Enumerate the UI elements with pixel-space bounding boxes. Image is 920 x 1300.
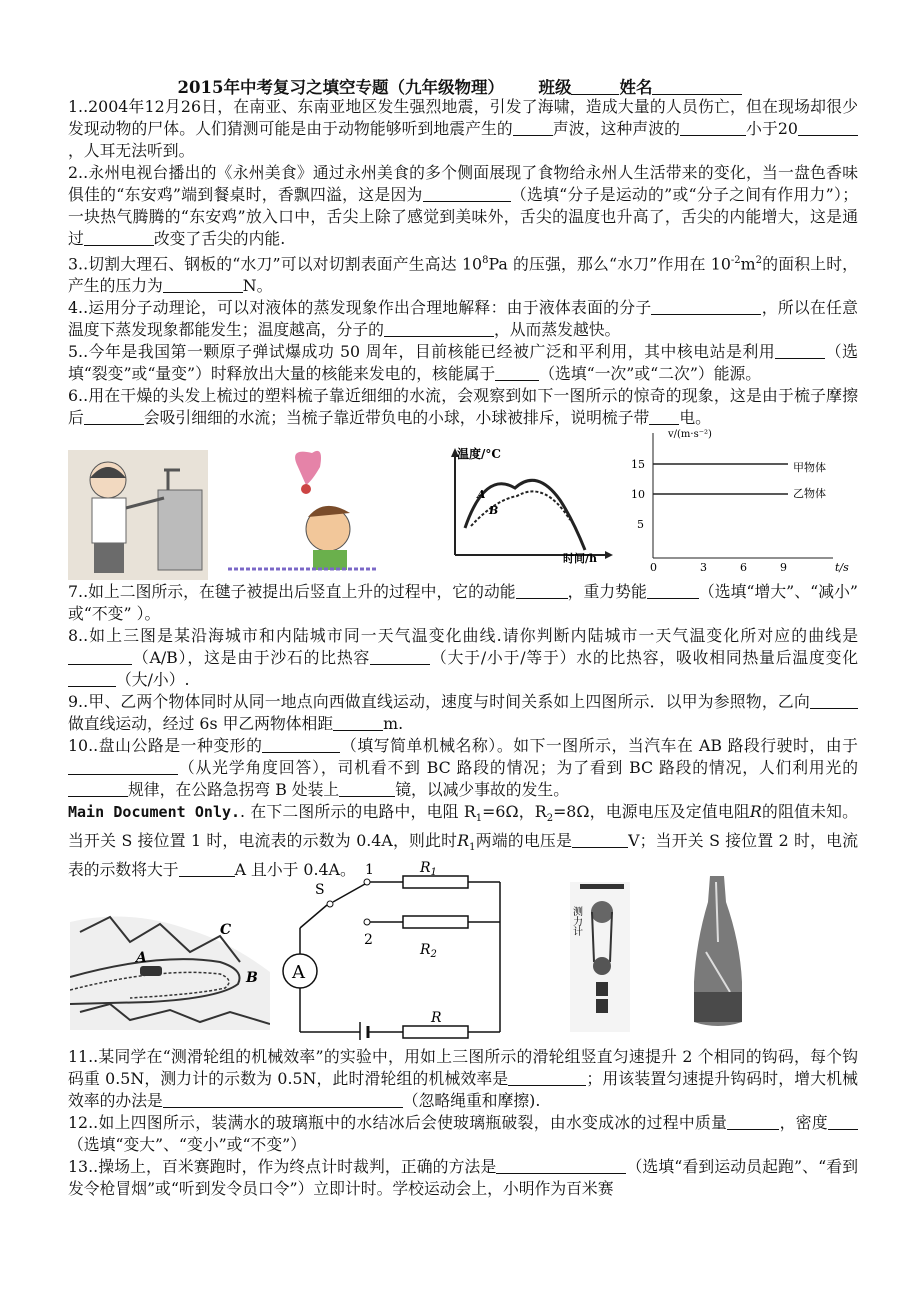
- road-label-b: B: [246, 970, 258, 986]
- q4-blank-1[interactable]: [651, 298, 761, 315]
- svg-text:R1: $R_1$: [420, 860, 437, 878]
- questions-block-1: [68, 96, 858, 429]
- vt-ytick-15: 15: [631, 458, 645, 471]
- q10-blank-3[interactable]: [68, 780, 128, 797]
- q13-blank-1[interactable]: [496, 1157, 626, 1174]
- circuit-diagram: [275, 860, 515, 1040]
- page-title: [0, 74, 920, 98]
- q12-blank-2[interactable]: [828, 1113, 858, 1130]
- jia-label: 甲物体: [793, 461, 826, 474]
- q4-blank-2[interactable]: [384, 320, 494, 337]
- q2-blank-1[interactable]: [423, 185, 511, 202]
- question-3: 3..切割大理石、钢板的“水刀”可以对切割表面产生高达 $10^8Pa$ 的压强，那么“水刀”作用在 $10^{-2}m^2$的面积上时，产生的压力为 N。: [68, 254, 858, 296]
- resistor-r: [403, 1026, 468, 1038]
- q12-blank-1[interactable]: [727, 1113, 779, 1130]
- q11-blank-1[interactable]: [508, 1069, 586, 1086]
- q10-blank-2[interactable]: [68, 758, 178, 775]
- questions-block-3: [68, 1046, 858, 1200]
- vt-ytick-5: 5: [637, 518, 644, 531]
- q9-blank-2[interactable]: [333, 714, 383, 731]
- switch-pos-2: 2: [364, 932, 373, 948]
- question-8: 8..如上三图是某沿海城市和内陆城市同一天气温变化曲线.请你判断内陆城市一天气温变化所对应的曲线是（A/B），这是由于沙石的比热容 （大于/小于/等于）水的比热容，吸收相同热量后温度变化（大/小）.: [68, 626, 858, 689]
- q11-blank-2[interactable]: [163, 1091, 403, 1108]
- temp-ylabel: 温度/°C: [457, 447, 501, 461]
- question-13: 13..操场上，百米赛跑时，作为终点计时裁判，正确的方法是 （选填“看到运动员起跑”、“看到发令枪冒烟”或“听到发令员口令”）立即计时。学校运动会上，小明作为百米赛: [68, 1157, 858, 1198]
- class-blank[interactable]: [571, 78, 619, 95]
- vt-xtick-6: 6: [740, 561, 747, 573]
- q9-blank-1[interactable]: [810, 692, 858, 709]
- switch-pos-1: 1: [365, 862, 374, 878]
- name-label: 姓名: [619, 78, 653, 97]
- switch-s[interactable]: [333, 884, 365, 902]
- ammeter-label: A: [292, 962, 305, 983]
- temp-xlabel: 时间/h: [563, 552, 598, 565]
- q10-blank-1[interactable]: [262, 736, 340, 753]
- curve-b-line: [471, 491, 570, 526]
- q6-blank-1[interactable]: [84, 408, 144, 425]
- question-2: 2..永州电视台播出的《永州美食》通过永州美食的多个侧面展现了食物给永州人生活带来的变化，当一盘色香味俱佳的“东安鸡”端到餐桌时，香飘四溢，这是因为 （选填“分子是运动的”或“分子之间有作用力”）；一块热气腾腾的“东安鸡”放入口中，舌尖上除了感觉到美味外，舌尖的温度也升高了，舌尖的内能增大，这是通过 改变了舌尖的内能.: [68, 163, 858, 248]
- q5-blank-1[interactable]: [775, 342, 825, 359]
- question-7: 7..如上二图所示，在毽子被提出后竖直上升的过程中，它的动能 ，重力势能 （选填“增大”、“减小” 或“不变” ）。: [68, 582, 858, 623]
- qmain-blank-2[interactable]: [179, 860, 235, 877]
- q8-blank-2[interactable]: [370, 648, 430, 665]
- vt-xlabel: t/s: [835, 561, 849, 573]
- shuttlecock-figure: [228, 447, 378, 575]
- temperature-curve-figure: [445, 440, 615, 565]
- resistor-r-label: R: [431, 1010, 442, 1026]
- class-label: 班级: [538, 78, 572, 97]
- question-6: 6..用在干燥的头发上梳过的塑料梳子靠近细细的水流，会观察到如下一图所示的惊奇的现象，这是由于梳子摩擦后 会吸引细细的水流；当梳子靠近带负电的小球，小球被排斥，说明梳子带 电。: [68, 386, 858, 428]
- velocity-time-chart: [628, 423, 860, 573]
- question-main: Main Document Only.. 在下二图所示的电路中，电阻 $R_1=6\Omega$，$R_2=8\Omega$，电源电压及定值电阻R的阻值未知。当开关 S 接位置 1 时，电流表的示数为 0.4A，则此时$R_1$两端的电压是 V；当开关 S 接位置 2 时，电流表的示数将大于 A 且小于 0.4A。: [68, 802, 858, 880]
- q1-blank-2[interactable]: [680, 119, 746, 136]
- question-5: 5..今年是我国第一颗原子弹试爆成功 50 周年，目前核能已经被广泛和平利用，其中核电站是利用 （选填“裂变”或“量变”）时释放出大量的核能来发电的，核能属于 （选填“一次”或“二次”）能源。: [68, 342, 858, 384]
- q10-blank-4[interactable]: [339, 780, 395, 797]
- questions-block-2: [68, 581, 858, 881]
- question-1: 1..2004年12月26日，在南亚、东南亚地区发生强烈地震，引发了海啸，造成大量的人员伤亡，但在现场却很少发现动物的尸体。人们猜测可能是由于动物能够听到地震产生的 声波，这种声波的 小于20，人耳无法听到。: [68, 97, 858, 160]
- curve-b-label: B: [489, 504, 499, 517]
- road-label-a: A: [136, 950, 147, 966]
- question-4: 4..运用分子动理论，可以对液体的蒸发现象作出合理地解释：由于液体表面的分子 ，所以在任意温度下蒸发现象都能发生；温度越高，分子的 ，从而蒸发越快。: [68, 298, 858, 340]
- bottle-figure: [680, 872, 755, 1032]
- title-text: 2015年中考复习之填空专题（九年级物理）: [177, 78, 504, 97]
- q7-blank-1[interactable]: [516, 582, 568, 599]
- q8-blank-1[interactable]: [68, 648, 132, 665]
- switch-label: S: [315, 882, 325, 898]
- road-label-c: C: [220, 922, 232, 938]
- svg-text:R2: $R_2$: [420, 942, 437, 960]
- q2-blank-2[interactable]: [84, 229, 154, 246]
- vt-xtick-0: 0: [650, 561, 657, 573]
- qmain-blank-1[interactable]: [572, 831, 628, 848]
- vt-xtick-3: 3: [700, 561, 707, 573]
- vt-ytick-10: 10: [631, 488, 645, 501]
- q1-blank-3[interactable]: [798, 119, 858, 136]
- yi-label: 乙物体: [793, 487, 826, 500]
- mountain-road-figure: [70, 912, 270, 1030]
- q7-blank-2[interactable]: [647, 582, 699, 599]
- q5-blank-2[interactable]: [495, 364, 539, 381]
- vt-ylabel: v/(m·s⁻²): [668, 429, 712, 440]
- question-10: 10..盘山公路是一种变形的 （填写简单机械名称）。如下一图所示，当汽车在 AB 路段行驶时，由于（从光学角度回答），司机看不到 BC 路段的情况；为了看到 BC 路段的情况，人们利用光的规律，在公路急拐弯 B 处装上 镜，以减少事故的发生。: [68, 736, 858, 799]
- resistor-r2: [403, 916, 468, 928]
- question-9: 9..甲、乙两个物体同时从同一地点向西做直线运动，速度与时间关系如上四图所示．以甲为参照物，乙向做直线运动，经过 6s 甲乙两物体相距 m.: [68, 691, 858, 735]
- q3-blank-1[interactable]: [163, 276, 243, 293]
- question-11: 11..某同学在“测滑轮组的机械效率”的实验中，用如上三图所示的滑轮组竖直匀速提升 2 个相同的钩码，每个钩码重 0.5N，测力计的示数为 0.5N，此时滑轮组的机械效率是 ；用该装置匀速提升钩码时，增大机械效率的办法是 （忽略绳重和摩擦).: [68, 1047, 858, 1110]
- q1-blank-1[interactable]: [513, 119, 553, 136]
- question-12: 12..如上四图所示，装满水的玻璃瓶中的水结冰后会使玻璃瓶破裂，由水变成冰的过程中质量 ，密度（选填“变大”、“变小”或“不变”）: [68, 1112, 858, 1156]
- q8-blank-3[interactable]: [68, 670, 116, 687]
- pulley-figure: [570, 882, 630, 1032]
- girl-comb-figure: [68, 450, 208, 580]
- vt-xtick-9: 9: [780, 561, 787, 573]
- curve-a-label: A: [477, 488, 486, 501]
- pulley-meter-label: 测力计: [570, 906, 582, 936]
- name-blank[interactable]: [652, 78, 742, 95]
